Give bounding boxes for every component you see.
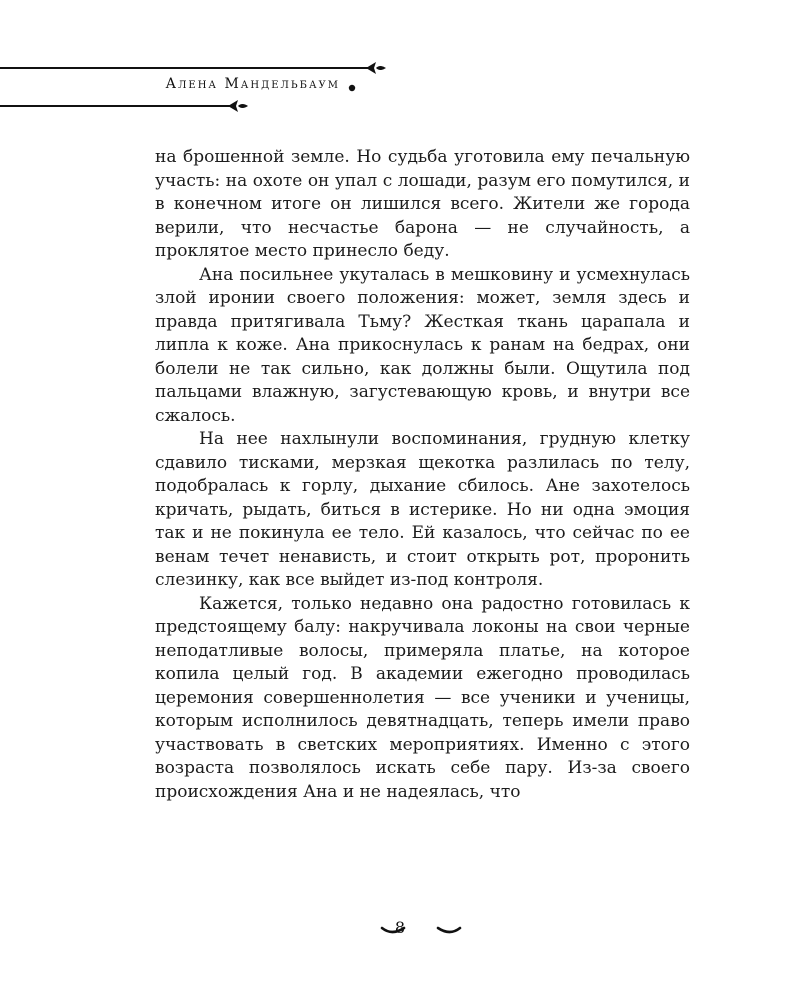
paragraph: Кажется, только недавно она радостно готовилась к предстоящему балу: накручивала локоны на свои черные неподатливые волосы, примеряла платье, на которое копила целый год. В академии ежегодно проводилась церемония совершеннолетия — все ученики и ученицы, которым исполнилось девятнадцать, теперь имели право участвовать в светских мероприятиях. Именно с этого возраста позволялось искать себе пару. Из-за своего происхождения Ана и не надеялась, что [155,593,690,802]
page-number: 8 [394,918,406,937]
body-text [155,146,690,804]
paragraph: Ана посильнее укуталась в мешковину и усмехнулась злой иронии своего положения: может, земля здесь и правда притягивала Тьму? Жесткая ткань царапала и липла к коже. Ана прикоснулась к ранам на бедрах, они болели не так сильно, как должны были. Ощутила под пальцами влажную, загустевающую кровь, и внутри все сжалось. [155,264,690,426]
paragraph: на брошенной земле. Но судьба уготовила ему печальную участь: на охоте он упал с лошади, разум его помутился, и в конечном итоге он лишился всего. Жители же города верили, что несчастье барона — не случайность, а проклятое место принесло беду. [155,147,690,261]
running-header-author: Алена Мандельбаум [165,76,340,92]
paragraph: На нее нахлынули воспоминания, грудную клетку сдавило тисками, мерзкая щекотка разлилась по телу, подобралась к горлу, дыхание сбилось. Ане захотелось кричать, рыдать, биться в истерике. Но ни одна эмоция так и не покинула ее тело. Ей казалось, что сейчас по ее венам течет ненависть, и стоит открыть рот, проронить слезинку, как все выйдет из-под контроля. [155,429,690,590]
